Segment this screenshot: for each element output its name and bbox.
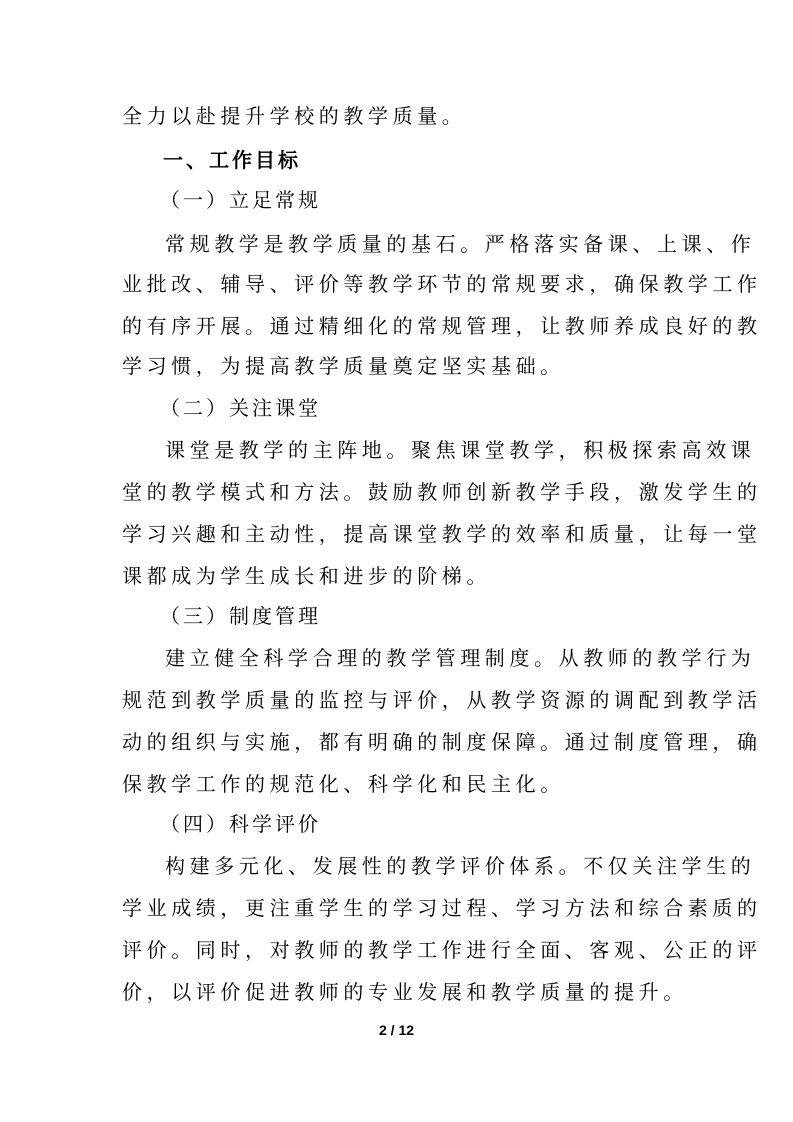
section-heading: 一、工作目标 bbox=[163, 148, 301, 172]
paragraph-line: 动的组织与实施，都有明确的制度保障。通过制度管理，确 bbox=[122, 730, 762, 754]
paragraph-line: 学业成绩，更注重学生的学习过程、学习方法和综合素质的 bbox=[122, 896, 762, 920]
paragraph-line: 学习惯，为提高教学质量奠定坚实基础。 bbox=[122, 354, 565, 378]
paragraph-line: 堂的教学模式和方法。鼓励教师创新教学手段，激发学生的 bbox=[122, 480, 762, 504]
subsection-heading: （一）立足常规 bbox=[160, 188, 321, 212]
paragraph-line: 建立健全科学合理的教学管理制度。从教师的教学行为 bbox=[165, 646, 756, 670]
subsection-heading: （四）科学评价 bbox=[160, 812, 321, 836]
paragraph-line: 价，以评价促进教师的专业发展和教学质量的提升。 bbox=[122, 980, 688, 1004]
paragraph-line: 常规教学是教学质量的基石。严格落实备课、上课、作 bbox=[165, 232, 756, 256]
subsection-heading: （二）关注课堂 bbox=[160, 396, 321, 420]
paragraph-line: 的有序开展。通过精细化的常规管理，让教师养成良好的教 bbox=[122, 314, 762, 338]
paragraph-line: 构建多元化、发展性的教学评价体系。不仅关注学生的 bbox=[165, 854, 756, 878]
paragraph-line: 课堂是教学的主阵地。聚焦课堂教学，积极探索高效课 bbox=[165, 438, 756, 462]
page-number: 2 / 12 bbox=[378, 1022, 415, 1038]
paragraph-line: 课都成为学生成长和进步的阶梯。 bbox=[122, 564, 491, 588]
paragraph-line: 业批改、辅导、评价等教学环节的常规要求，确保教学工作 bbox=[122, 272, 762, 296]
paragraph-line: 全力以赴提升学校的教学质量。 bbox=[122, 104, 467, 128]
paragraph-line: 评价。同时，对教师的教学工作进行全面、客观、公正的评 bbox=[122, 938, 762, 962]
paragraph-line: 保教学工作的规范化、科学化和民主化。 bbox=[122, 772, 565, 796]
paragraph-line: 学习兴趣和主动性，提高课堂教学的效率和质量，让每一堂 bbox=[122, 522, 762, 546]
subsection-heading: （三）制度管理 bbox=[160, 604, 321, 628]
paragraph-line: 规范到教学质量的监控与评价，从教学资源的调配到教学活 bbox=[122, 688, 762, 712]
